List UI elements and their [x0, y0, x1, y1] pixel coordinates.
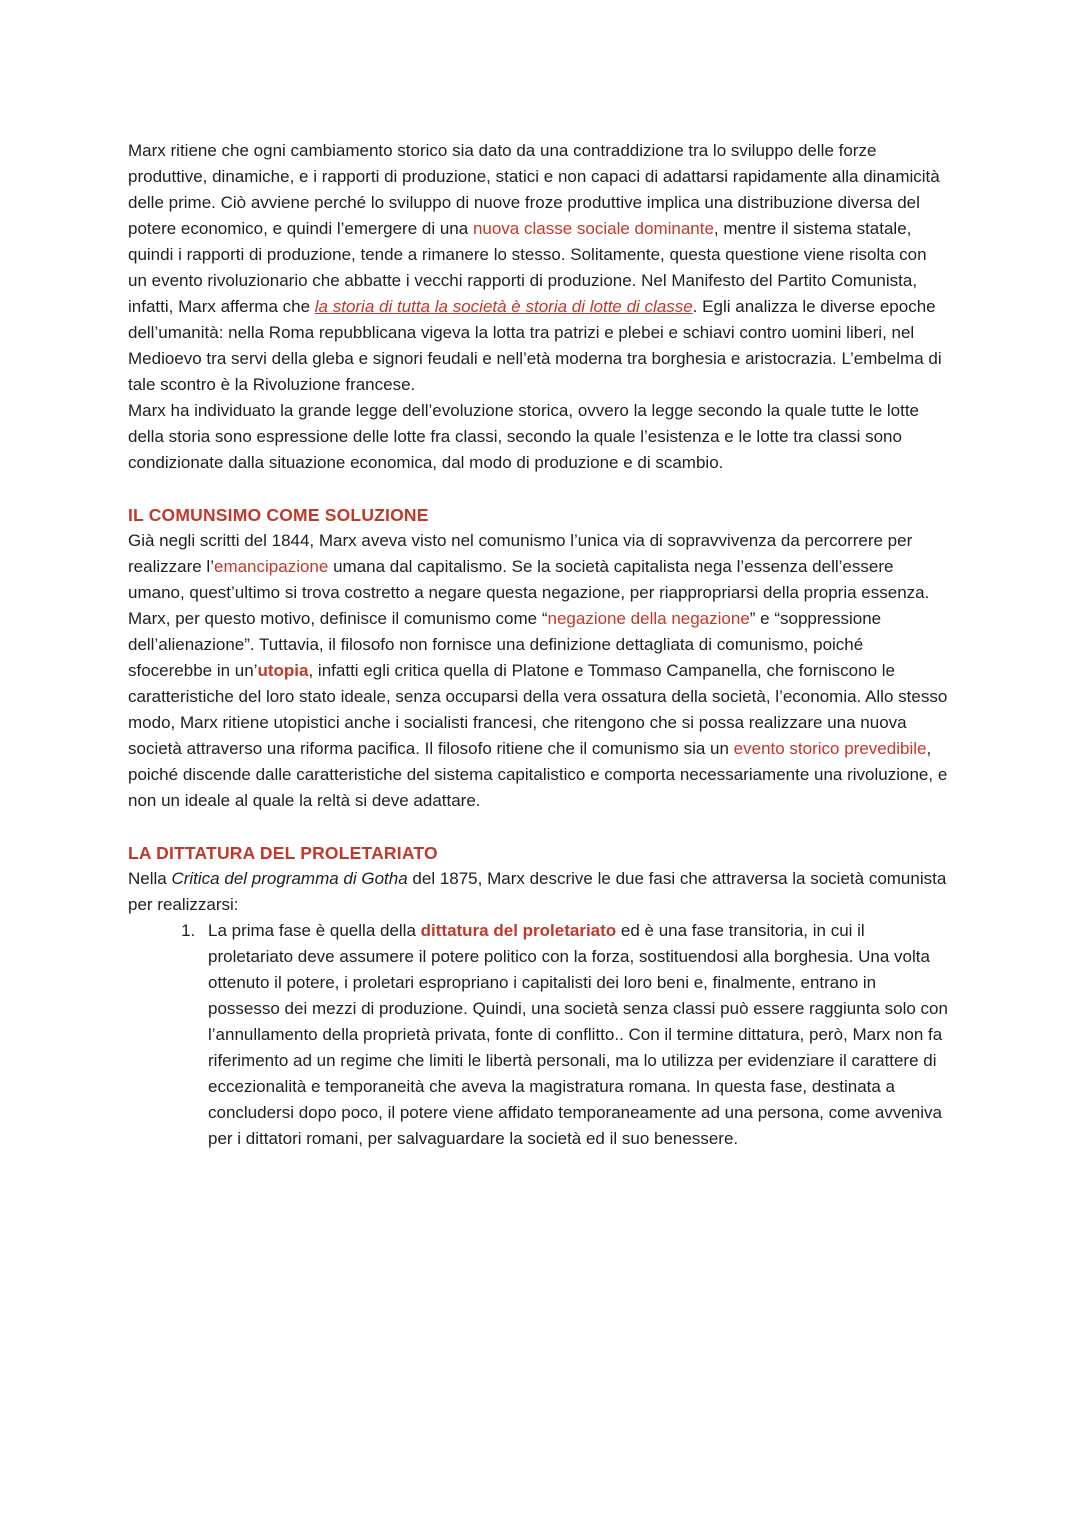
- phases-list: [128, 918, 948, 1152]
- paragraph-great-law: [128, 398, 948, 476]
- text-segment: La prima fase è quella della: [208, 921, 421, 940]
- text-segment: del 1875, Marx descrive le due fasi che attraversa la società comunista per realizzarsi:: [128, 869, 947, 914]
- heading-comunismo-come-soluzione: IL COMUNSIMO COME SOLUZIONE: [128, 505, 429, 525]
- heading-dittatura-del-proletariato: LA DITTATURA DEL PROLETARIATO: [128, 843, 438, 863]
- text-segment: ed è una fase transitoria, in cui il proletariato deve assumere il potere politico con la forza, sostituendosi alla borghesia. Una volta ottenuto il potere, i proletari espropriano i capitalisti dei loro beni e, finalmente, entrano in possesso dei mezzi di produzione. Quindi, una società senza classi può essere raggiunta solo con l’annullamento della proprietà privata, fonte di conflitto.. Con il termine dittatura, però, Marx non fa riferimento ad un regime che limiti le libertà personali, ma lo utilizza per evidenziare il carattere di eccezionalità e temporaneità che aveva la magistratura romana. In questa fase, destinata a concludersi dopo poco, il potere viene affidato temporaneamente ad una persona, come avveniva per i dittatori romani, per salvaguardare la società ed il suo benessere.: [208, 921, 948, 1148]
- text-segment-accent: emancipazione: [213, 557, 329, 576]
- text-segment: , poiché discende dalle caratteristiche del sistema capitalistico e comporta necessariamente una rivoluzione, e non un ideale al quale la reltà si deve adattare.: [128, 739, 948, 810]
- text-segment: Marx ha individuato la grande legge dell’evoluzione storica, ovvero la legge secondo la quale tutte le lotte della storia sono espressione delle lotte fra classi, secondo la quale l’esistenza e le lotte tra classi sono condizionate dalla situazione economica, dal modo di produzione e di scambio.: [128, 401, 920, 472]
- text-segment-accent: nuova classe sociale dominante: [472, 219, 714, 238]
- paragraph-gotha-intro: [128, 866, 948, 918]
- text-segment: Nella: [128, 869, 172, 888]
- text-segment: . Egli analizza le diverse epoche dell’umanità: nella Roma repubblicana vigeva la lotta tra patrizi e plebei e schiavi contro uomini liberi, nel Medioevo tra servi della gleba e signori feudali e nell’età moderna tra borghesia e aristocrazia. L’embelma di tale scontro è la Rivoluzione francese.: [128, 297, 942, 394]
- text-segment-accent-bold: dittatura del proletariato: [420, 921, 617, 940]
- text-segment-accent: evento storico prevedibile: [733, 739, 927, 758]
- text-segment-em: Critica del programma di Gotha: [171, 869, 408, 888]
- text-segment: Marx ritiene che ogni cambiamento storico sia dato da una contraddizione tra lo sviluppo delle forze produttive, dinamiche, e i rapporti di produzione, statici e non capaci di adattarsi rapidamente alla dinamicità delle prime. Ciò avviene perché lo sviluppo di nuove froze produttive implica una distribuzione diversa del potere economico, e quindi l’emergere di una: [128, 141, 940, 238]
- text-segment-accent-bold: utopia: [257, 661, 309, 680]
- text-segment-accent-em: la storia di tutta la società è storia di lotte di classe: [314, 297, 693, 316]
- text-segment-accent: negazione della negazione: [547, 609, 750, 628]
- paragraph-historical-change: [128, 138, 948, 398]
- paragraph-comunismo: [128, 528, 948, 814]
- text-segment: Già negli scritti del 1844, Marx aveva visto nel comunismo l’unica via di sopravvivenza da percorrere per realizzare l’: [128, 531, 913, 576]
- text-segment: umana dal capitalismo. Se la società capitalista nega l’essenza dell’essere umano, quest’ultimo si trova costretto a negare questa negazione, per riappropriarsi della propria essenza. Marx, per questo motivo, definisce il comunismo come “: [128, 557, 930, 628]
- text-segment: , infatti egli critica quella di Platone e Tommaso Campanella, che forniscono le caratteristiche del loro stato ideale, senza occuparsi della vera ossatura della società, l’economia. Allo stesso modo, Marx ritiene utopistici anche i socialisti francesi, che ritengono che si possa realizzare una nuova società attraverso una riforma pacifica. Il filosofo ritiene che il comunismo sia un: [128, 661, 948, 758]
- text-segment: , mentre il sistema statale, quindi i rapporti di produzione, tende a rimanere lo stesso. Solitamente, questa questione viene risolta con un evento rivoluzionario che abbatte i vecchi rapporti di produzione. Nel Manifesto del Partito Comunista, infatti, Marx afferma che: [128, 219, 927, 316]
- text-segment: ” e “soppressione dell’alienazione”. Tuttavia, il filosofo non fornisce una definizione dettagliata di comunismo, poiché sfocerebbe in un’: [128, 609, 882, 680]
- list-item-first-phase: [200, 918, 948, 1152]
